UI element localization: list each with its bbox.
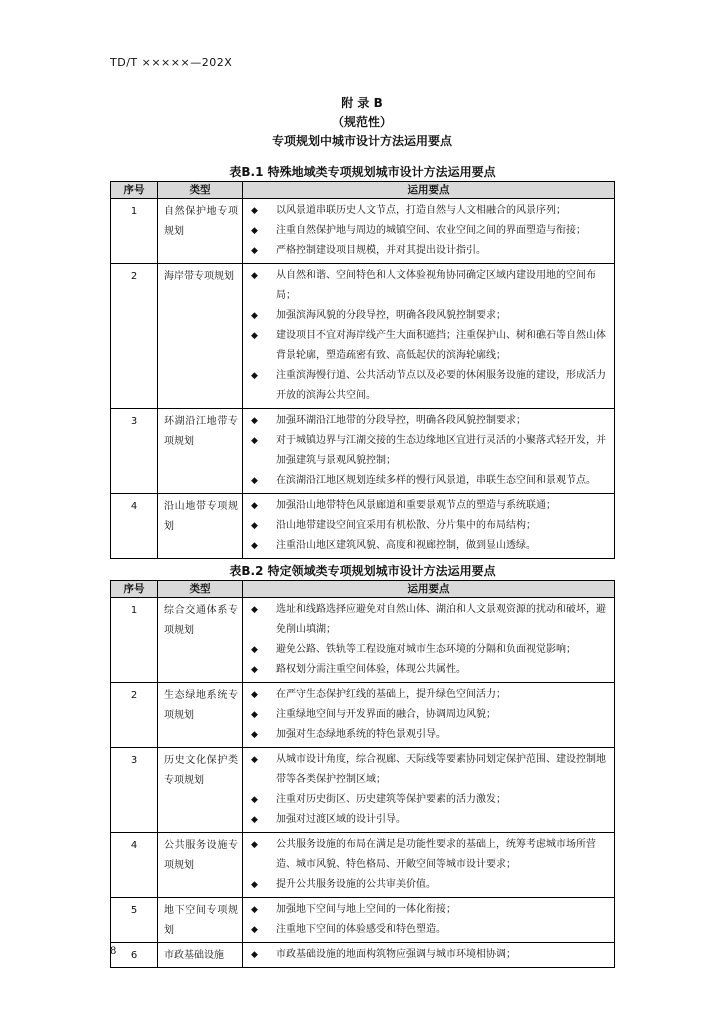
diamond-bullet-icon: ◆ <box>251 271 258 281</box>
list-item <box>251 221 610 241</box>
row-number: 5 <box>111 898 158 943</box>
list-item <box>251 241 610 261</box>
diamond-bullet-icon: ◆ <box>251 880 258 890</box>
table-row <box>111 199 615 264</box>
header-no: 序号 <box>111 182 158 199</box>
table-b2-caption: 表B.2 特定领域类专项规划城市设计方法运用要点 <box>229 564 496 578</box>
list-item <box>251 875 610 895</box>
diamond-bullet-icon: ◆ <box>251 246 258 256</box>
appendix-title: 附 录 B <box>341 96 383 110</box>
row-number: 1 <box>111 598 158 683</box>
point-text: 加强对生态绿地系统的特色景观引导。 <box>276 729 446 740</box>
point-text: 注重沿山地区建筑风貌、高度和视廊控制，做到显山透绿。 <box>276 540 536 551</box>
list-item <box>251 725 610 745</box>
row-points <box>243 748 615 833</box>
row-points <box>243 598 615 683</box>
row-number: 3 <box>111 409 158 494</box>
diamond-bullet-icon: ◆ <box>251 331 258 341</box>
list-item <box>251 685 610 705</box>
row-points <box>243 943 615 968</box>
points-list <box>251 411 610 491</box>
row-type: 公共服务设施专项规划 <box>158 833 243 898</box>
point-text: 注重地下空间的体验感受和特色塑造。 <box>276 924 446 935</box>
list-item <box>251 431 610 471</box>
list-item <box>251 201 610 221</box>
points-list <box>251 835 610 895</box>
row-type: 自然保护地专项规划 <box>158 199 243 264</box>
table-row <box>111 494 615 559</box>
row-number: 4 <box>111 833 158 898</box>
point-text: 注重滨海慢行道、公共活动节点以及必要的休闲服务设施的建设，形成活力开放的滨海公共空间。 <box>276 370 606 401</box>
point-text: 路权划分需注重空间体验，体现公共属性。 <box>276 664 466 675</box>
point-text: 加强沿山地带特色风景廊道和重要景观节点的塑造与系统联通； <box>276 500 556 511</box>
table-row <box>111 833 615 898</box>
diamond-bullet-icon: ◆ <box>251 710 258 720</box>
table-row <box>111 683 615 748</box>
table-b1 <box>110 181 615 559</box>
appendix-subtitle: 专项规划中城市设计方法运用要点 <box>271 134 452 148</box>
appendix-heading <box>0 94 724 151</box>
row-type: 综合交通体系专项规划 <box>158 598 243 683</box>
point-text: 严格控制建设项目规模，并对其提出设计指引。 <box>276 245 486 256</box>
row-type: 沿山地带专项规划 <box>158 494 243 559</box>
diamond-bullet-icon: ◆ <box>251 950 258 960</box>
row-number: 2 <box>111 683 158 748</box>
row-type: 海岸带专项规划 <box>158 264 243 409</box>
list-item <box>251 790 610 810</box>
appendix-nature: （规范性） <box>331 115 392 129</box>
diamond-bullet-icon: ◆ <box>251 690 258 700</box>
diamond-bullet-icon: ◆ <box>251 501 258 511</box>
point-text: 加强环湖沿江地带的分段导控，明确各段风貌控制要求； <box>276 415 526 426</box>
diamond-bullet-icon: ◆ <box>251 730 258 740</box>
list-item <box>251 835 610 875</box>
point-text: 避免公路、铁轨等工程设施对城市生态环境的分隔和负面视觉影响； <box>276 644 576 655</box>
diamond-bullet-icon: ◆ <box>251 541 258 551</box>
diamond-bullet-icon: ◆ <box>251 416 258 426</box>
list-item <box>251 600 610 640</box>
list-item <box>251 536 610 556</box>
row-points <box>243 199 615 264</box>
list-item <box>251 920 610 940</box>
list-item <box>251 366 610 406</box>
diamond-bullet-icon: ◆ <box>251 840 258 850</box>
point-text: 沿山地带建设空间宜采用有机松散、分片集中的布局结构； <box>276 520 536 531</box>
points-list <box>251 266 610 406</box>
table-row <box>111 598 615 683</box>
row-type: 历史文化保护类专项规划 <box>158 748 243 833</box>
point-text: 在滨湖沿江地区规划连续多样的慢行风景道，串联生态空间和景观节点。 <box>276 475 596 486</box>
list-item <box>251 326 610 366</box>
list-item <box>251 471 610 491</box>
table-row <box>111 264 615 409</box>
list-item <box>251 516 610 536</box>
table-header-row <box>111 182 615 199</box>
point-text: 加强滨海风貌的分段导控，明确各段风貌控制要求； <box>276 310 506 321</box>
point-text: 公共服务设施的布局在满足是功能性要求的基础上，统筹考虑城市场所营造、城市风貌、特色格局、开敞空间等城市设计要求； <box>276 839 596 870</box>
header-type: 类型 <box>158 182 243 199</box>
table-b1-caption: 表B.1 特殊地域类专项规划城市设计方法运用要点 <box>229 165 496 179</box>
diamond-bullet-icon: ◆ <box>251 905 258 915</box>
row-number: 1 <box>111 199 158 264</box>
list-item <box>251 750 610 790</box>
list-item <box>251 945 610 965</box>
list-item <box>251 705 610 725</box>
row-number: 4 <box>111 494 158 559</box>
diamond-bullet-icon: ◆ <box>251 436 258 446</box>
list-item <box>251 640 610 660</box>
row-number: 3 <box>111 748 158 833</box>
diamond-bullet-icon: ◆ <box>251 645 258 655</box>
table-row <box>111 409 615 494</box>
points-list <box>251 685 610 745</box>
point-text: 加强对过渡区域的设计引导。 <box>276 814 406 825</box>
list-item <box>251 660 610 680</box>
table-row <box>111 898 615 943</box>
points-list <box>251 496 610 556</box>
diamond-bullet-icon: ◆ <box>251 605 258 615</box>
row-type: 市政基础设施 <box>158 943 243 968</box>
diamond-bullet-icon: ◆ <box>251 521 258 531</box>
point-text: 市政基础设施的地面构筑物应强调与城市环境相协调； <box>276 949 516 960</box>
point-text: 在严守生态保护红线的基础上，提升绿色空间活力； <box>276 689 506 700</box>
table-header-row <box>111 581 615 598</box>
diamond-bullet-icon: ◆ <box>251 925 258 935</box>
row-points <box>243 494 615 559</box>
point-text: 从城市设计角度，综合视廊、天际线等要素协同划定保护范围、建设控制地带等各类保护控制区域； <box>276 754 606 785</box>
row-points <box>243 683 615 748</box>
row-number: 6 <box>111 943 158 968</box>
row-number: 2 <box>111 264 158 409</box>
diamond-bullet-icon: ◆ <box>251 206 258 216</box>
points-list <box>251 900 610 940</box>
row-type: 地下空间专项规划 <box>158 898 243 943</box>
diamond-bullet-icon: ◆ <box>251 476 258 486</box>
diamond-bullet-icon: ◆ <box>251 226 258 236</box>
diamond-bullet-icon: ◆ <box>251 795 258 805</box>
diamond-bullet-icon: ◆ <box>251 311 258 321</box>
page-number: 8 <box>110 946 117 957</box>
diamond-bullet-icon: ◆ <box>251 755 258 765</box>
point-text: 提升公共服务设施的公共审美价值。 <box>276 879 436 890</box>
point-text: 建设项目不宜对海岸线产生大面积遮挡；注重保护山、树和礁石等自然山体背景轮廓，塑造疏密有致、高低起伏的滨海轮廓线； <box>276 330 606 361</box>
table-b2 <box>110 580 615 968</box>
list-item <box>251 266 610 306</box>
point-text: 从自然和谐、空间特色和人文体验视角协同确定区域内建设用地的空间布局； <box>276 270 596 301</box>
point-text: 选址和线路选择应避免对自然山体、湖泊和人文景观资源的扰动和破坏，避免削山填湖； <box>276 604 606 635</box>
header-no: 序号 <box>111 581 158 598</box>
table-row <box>111 943 615 968</box>
row-points <box>243 898 615 943</box>
point-text: 注重自然保护地与周边的城镇空间、农业空间之间的界面塑造与衔接； <box>276 225 586 236</box>
row-points <box>243 833 615 898</box>
row-type: 生态绿地系统专项规划 <box>158 683 243 748</box>
list-item <box>251 306 610 326</box>
point-text: 注重绿地空间与开发界面的融合，协调周边风貌； <box>276 709 496 720</box>
point-text: 注重对历史街区、历史建筑等保护要素的活力激发； <box>276 794 506 805</box>
row-type: 环湖沿江地带专项规划 <box>158 409 243 494</box>
diamond-bullet-icon: ◆ <box>251 371 258 381</box>
header-points: 运用要点 <box>243 182 615 199</box>
document-code: TD/T ×××××—202X <box>110 56 233 69</box>
list-item <box>251 900 610 920</box>
table-row <box>111 748 615 833</box>
point-text: 对于城镇边界与江湖交接的生态边缘地区宜进行灵活的小聚落式轻开发，并加强建筑与景观风貌控制； <box>276 435 606 466</box>
points-list <box>251 945 610 965</box>
header-points: 运用要点 <box>243 581 615 598</box>
header-type: 类型 <box>158 581 243 598</box>
row-points <box>243 264 615 409</box>
points-list <box>251 201 610 261</box>
points-list <box>251 750 610 830</box>
list-item <box>251 411 610 431</box>
list-item <box>251 810 610 830</box>
points-list <box>251 600 610 680</box>
diamond-bullet-icon: ◆ <box>251 665 258 675</box>
row-points <box>243 409 615 494</box>
point-text: 以风景道串联历史人文节点，打造自然与人文相融合的风景序列； <box>276 205 566 216</box>
list-item <box>251 496 610 516</box>
diamond-bullet-icon: ◆ <box>251 815 258 825</box>
point-text: 加强地下空间与地上空间的一体化衔接； <box>276 904 456 915</box>
